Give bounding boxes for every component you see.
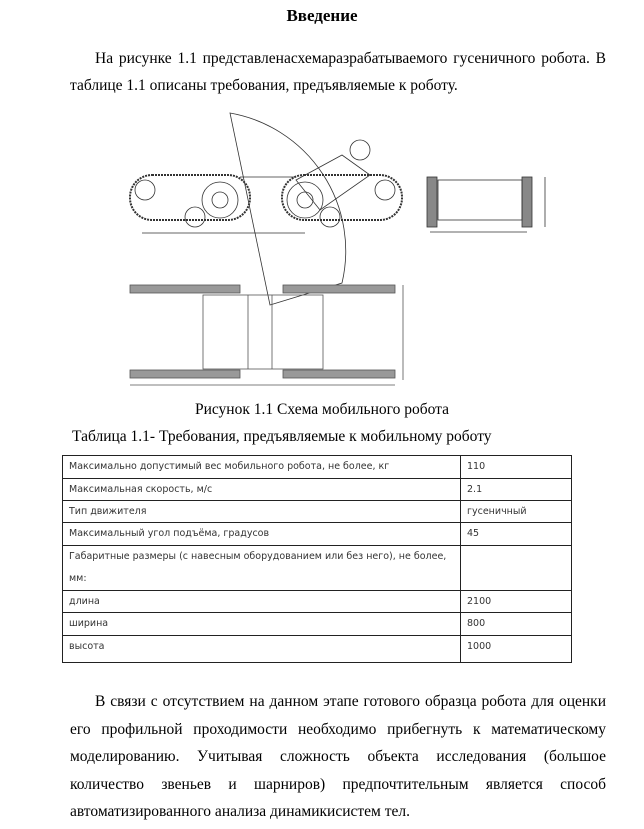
table-row bbox=[63, 636, 572, 663]
row-value: 1000 bbox=[461, 636, 572, 663]
row-label: длина bbox=[63, 591, 461, 613]
row-value: 800 bbox=[461, 613, 572, 636]
row-value: 45 bbox=[461, 523, 572, 546]
row-value: 2100 bbox=[461, 591, 572, 613]
front-view bbox=[427, 177, 545, 232]
side-view bbox=[130, 113, 402, 305]
row-value: 2.1 bbox=[461, 479, 572, 501]
row-label: Тип движителя bbox=[63, 501, 461, 523]
table-row bbox=[63, 523, 572, 546]
table-row bbox=[63, 456, 572, 479]
table-caption: Таблица 1.1- Требования, предъявляемые к мобильному роботу bbox=[72, 428, 492, 445]
top-view bbox=[130, 285, 403, 385]
conclusion-paragraph: В связи с отсутствием на данном этапе готового образца робота для оценки его профильной проходимости необходимо прибегнуть к математическому моделированию. Учитывая сложность объекта исследования (большое количество звеньев и шарниров) предпочтительным является способ автоматизированного анализа динамикисистем тел. bbox=[70, 693, 606, 820]
figure-caption: Рисунок 1.1 Схема мобильного робота bbox=[194, 401, 450, 418]
requirements-table bbox=[62, 455, 572, 663]
row-label: Максимальная скорость, м/с bbox=[63, 479, 461, 501]
row-value bbox=[461, 546, 572, 591]
row-label: высота bbox=[63, 636, 461, 663]
intro-paragraph: На рисунке 1.1 представленасхемаразрабатываемого гусеничного робота. В таблице 1.1 описаны требования, предъявляемые к роботу. bbox=[70, 50, 606, 94]
row-value: гусеничный bbox=[461, 501, 572, 523]
table-row bbox=[63, 591, 572, 613]
row-label: Габаритные размеры (с навесным оборудованием или без него), не более, мм: bbox=[63, 546, 461, 591]
row-label: Максимально допустимый вес мобильного робота, не более, кг bbox=[63, 456, 461, 479]
robot-schematic-figure bbox=[120, 105, 560, 395]
table-row bbox=[63, 613, 572, 636]
page-title: Введение bbox=[286, 6, 358, 25]
table-row bbox=[63, 546, 572, 591]
table-row bbox=[63, 479, 572, 501]
row-label: ширина bbox=[63, 613, 461, 636]
table-row bbox=[63, 501, 572, 523]
row-value: 110 bbox=[461, 456, 572, 479]
row-label: Максимальный угол подъёма, градусов bbox=[63, 523, 461, 546]
